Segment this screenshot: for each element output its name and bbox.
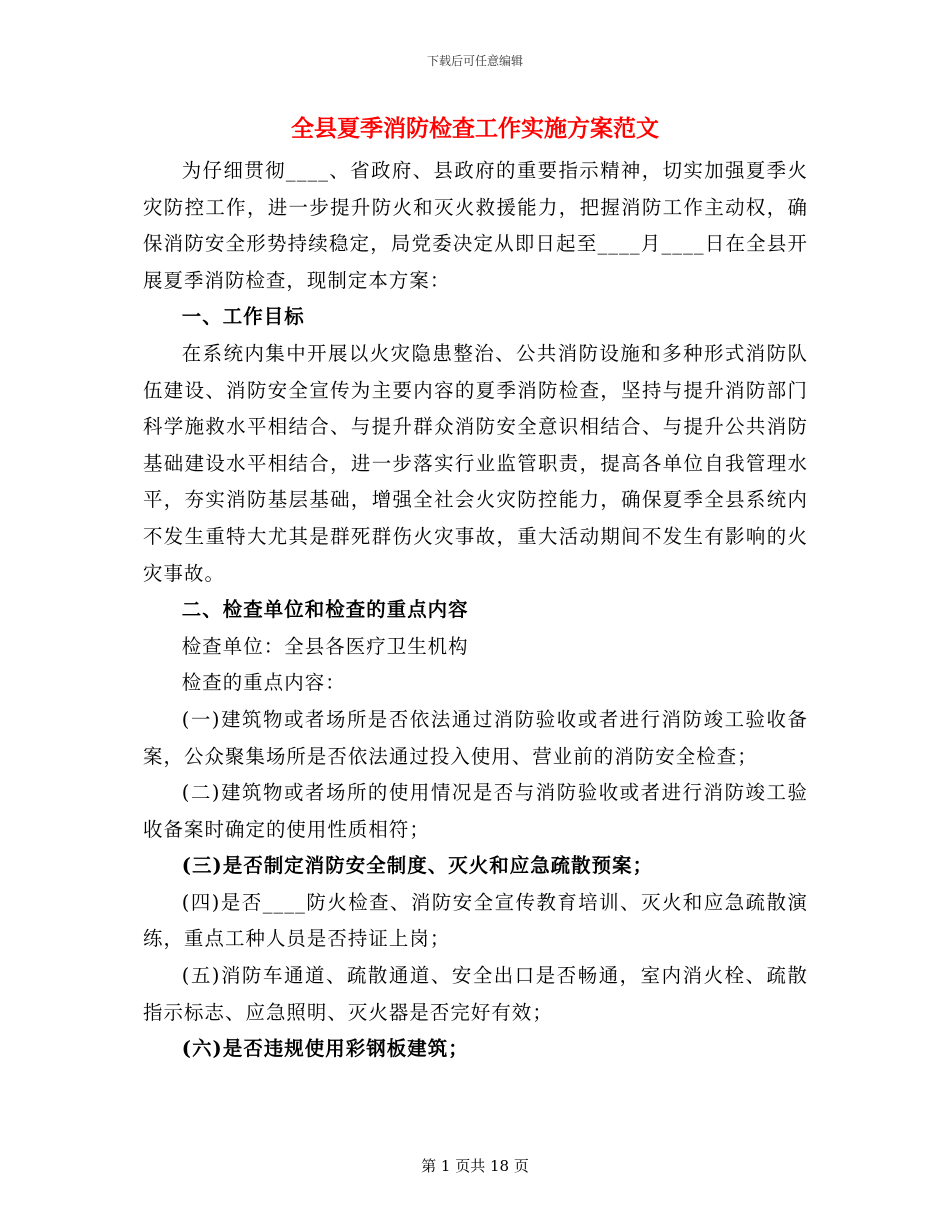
list-item-5: (五)消防车通道、疏散通道、安全出口是否畅通，室内消火栓、疏散指示标志、应急照明、灭火器是否完好有效； <box>143 964 808 1024</box>
list-item-2: (二)建筑物或者场所的使用情况是否与消防验收或者进行消防竣工验收备案时确定的使用性质相符； <box>143 781 808 841</box>
section-heading-goals: 一、工作目标 <box>181 305 305 329</box>
list-item-6: (六)是否违规使用彩钢板建筑； <box>181 1037 469 1061</box>
list-item-3: (三)是否制定消防安全制度、灭火和应急疏散预案； <box>181 854 654 878</box>
page-header-note: 下载后可任意编辑 <box>426 54 523 68</box>
document-title: 全县夏季消防检查工作实施方案范文 <box>291 115 659 142</box>
list-item-4: (四)是否____防火检查、消防安全宣传教育培训、灭火和应急疏散演练，重点工种人员是否持证上岗； <box>143 890 808 951</box>
list-item-1: (一)建筑物或者场所是否依法通过消防验收或者进行消防竣工验收备案，公众聚集场所是否依法通过投入使用、营业前的消防安全检查； <box>143 707 808 768</box>
inspection-focus-line: 检查的重点内容： <box>181 671 346 695</box>
inspection-units-line: 检查单位：全县各医疗卫生机构 <box>181 634 469 658</box>
page-number-footer: 第 1 页共 18 页 <box>421 1157 529 1175</box>
intro-paragraph: 为仔细贯彻____、省政府、县政府的重要指示精神，切实加强夏季火灾防控工作，进一步提升防火和灭火救援能力，把握消防工作主动权，确保消防安全形势持续稳定，局党委决定从即日起至____月____日在全县开展夏季消防检查，现制定本方案： <box>143 159 808 292</box>
goals-paragraph: 在系统内集中开展以火灾隐患整治、公共消防设施和多种形式消防队伍建设、消防安全宣传为主要内容的夏季消防检查，坚持与提升消防部门科学施救水平相结合、与提升群众消防安全意识相结合、与提升公共消防基础建设水平相结合，进一步落实行业监管职责，提高各单位自我管理水平，夯实消防基层基础，增强全社会火灾防控能力，确保夏季全县系统内不发生重特大尤其是群死群伤火灾事故，重大活动期间不发生有影响的火灾事故。 <box>143 341 808 585</box>
section-heading-inspection: 二、检查单位和检查的重点内容 <box>181 598 469 622</box>
document-body <box>143 153 808 1068</box>
